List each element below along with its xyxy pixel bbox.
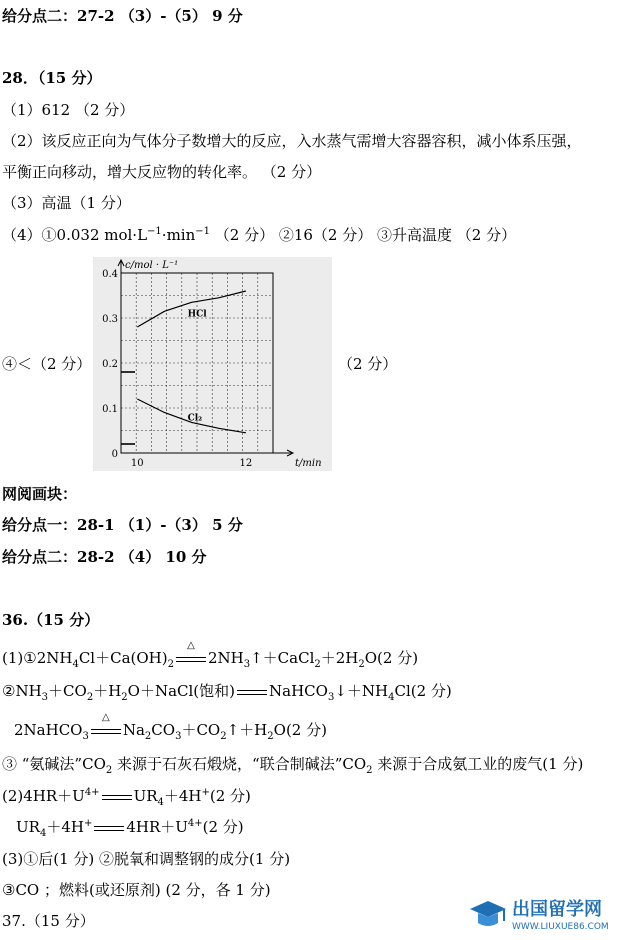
sup: −1 bbox=[147, 226, 162, 237]
heating-condition bbox=[89, 712, 123, 740]
eq-text: (2 分) bbox=[202, 818, 244, 836]
sub: 3 bbox=[82, 731, 89, 742]
eq-text: 来源于石灰石煅烧，“联合制碱法”CO bbox=[112, 755, 367, 773]
hat-icon bbox=[470, 901, 506, 926]
eq-text: ＋2H bbox=[320, 649, 359, 667]
eq-text: CO bbox=[151, 721, 176, 739]
y-axis-label: c/mol · L⁻¹ bbox=[125, 260, 179, 271]
y-tick-label: 0.1 bbox=[102, 404, 118, 415]
sup: −1 bbox=[195, 226, 210, 237]
equation-36-2a bbox=[2, 786, 251, 806]
site-watermark-logo bbox=[466, 893, 624, 936]
eq-text: O(2 分) bbox=[273, 721, 327, 739]
eq-text: ③ “氨碱法”CO bbox=[2, 755, 106, 773]
sup: + bbox=[201, 787, 210, 798]
x-tick-label: 10 bbox=[130, 458, 144, 469]
double-arrow bbox=[94, 826, 124, 831]
equation-36-2 bbox=[2, 681, 452, 701]
double-arrow bbox=[102, 795, 132, 800]
sub: 2 bbox=[86, 692, 94, 703]
watermark-title: 出国留学网 bbox=[512, 899, 602, 920]
answer-28-4-part4: ④＜（2 分） bbox=[2, 355, 92, 373]
answer-28-4-c: （2 分） ②16（2 分） ③升高温度 （2 分） bbox=[210, 226, 517, 244]
equation-36-1 bbox=[2, 640, 419, 670]
eq-text: Cl＋Ca(OH) bbox=[78, 649, 168, 667]
sub: 3 bbox=[41, 692, 49, 703]
scoring-point-28-1: 给分点一：28-1 （1）-（3） 5 分 bbox=[2, 516, 243, 534]
chart-grid bbox=[121, 273, 273, 453]
sub: 2 bbox=[267, 731, 274, 742]
answer-28-4-part4-score: （2 分） bbox=[338, 355, 398, 373]
watermark-svg bbox=[466, 893, 624, 936]
sub: 2 bbox=[105, 765, 113, 776]
eq-text: UR bbox=[16, 818, 40, 836]
equation-36-3 bbox=[14, 712, 327, 742]
eq-text: 2NH bbox=[207, 649, 244, 667]
answer-28-1: （1）612 （2 分） bbox=[2, 101, 135, 119]
marking-blocks-heading: 网阅画块： bbox=[2, 485, 78, 503]
eq-text: ＋CO bbox=[48, 682, 87, 700]
double-arrow bbox=[237, 690, 267, 695]
triangle-icon: △ bbox=[101, 712, 110, 723]
sub: 2 bbox=[167, 659, 174, 670]
eq-text: Cl(2 分) bbox=[394, 682, 452, 700]
concentration-chart bbox=[93, 257, 332, 471]
eq-text: ②NH bbox=[2, 682, 42, 700]
sup: 4+ bbox=[84, 787, 100, 798]
question-28-title: 28．（15 分） bbox=[2, 69, 102, 87]
x-axis-label: t/min bbox=[295, 458, 322, 469]
equation-36-2b bbox=[16, 817, 244, 837]
eq-text: ＋4H bbox=[163, 787, 202, 805]
series-label: Cl₂ bbox=[187, 413, 203, 424]
eq-text: NaHCO bbox=[269, 682, 328, 700]
eq-text: ＋H bbox=[93, 682, 122, 700]
sub: 4 bbox=[157, 797, 164, 808]
eq-text: 2NaHCO bbox=[14, 721, 83, 739]
eq-text: (2 分) bbox=[209, 787, 251, 805]
sub: 3 bbox=[243, 659, 251, 670]
eq-text: (2)4HR＋U bbox=[2, 787, 85, 805]
watermark-url: WWW.LIUXUE86.COM bbox=[512, 922, 609, 932]
eq-text: 4HR＋U bbox=[126, 818, 188, 836]
eq-text: O(2 分) bbox=[364, 649, 419, 667]
scoring-point-27-2: 给分点二：27-2 （3）-（5） 9 分 bbox=[2, 7, 243, 25]
answer-28-2-line2: 平衡正向移动，增大反应物的转化率。 （2 分） bbox=[2, 163, 322, 181]
eq-text: 来源于合成氨工业的废气(1 分) bbox=[372, 755, 584, 773]
question-37-title: 37.（15 分） bbox=[2, 912, 95, 930]
double-arrow bbox=[91, 729, 121, 734]
eq-text: ＋4H bbox=[46, 818, 84, 836]
y-tick-label: 0.3 bbox=[102, 314, 118, 325]
y-tick-label: 0.2 bbox=[102, 359, 118, 370]
eq-text: ＋CO bbox=[181, 721, 221, 739]
double-arrow bbox=[176, 657, 206, 662]
eq-text: (1)①2NH bbox=[2, 649, 73, 667]
eq-text: ↑＋CaCl bbox=[250, 649, 315, 667]
sup: + bbox=[83, 818, 93, 829]
sub: 2 bbox=[121, 692, 128, 703]
answer-36-1-3 bbox=[2, 754, 583, 774]
heating-condition bbox=[174, 640, 208, 668]
chart-ticks bbox=[102, 269, 252, 469]
sub: 4 bbox=[388, 692, 395, 703]
series-label: HCl bbox=[187, 309, 207, 320]
eq-text: UR bbox=[133, 787, 158, 805]
chart-axes bbox=[118, 260, 293, 456]
answer-28-4 bbox=[2, 225, 516, 245]
sup: 4+ bbox=[187, 818, 203, 829]
answer-28-4-a: （4）①0.032 mol·L bbox=[2, 226, 148, 244]
sub: 2 bbox=[144, 731, 152, 742]
sub: 4 bbox=[39, 828, 47, 839]
sub: 2 bbox=[220, 731, 227, 742]
sub: 2 bbox=[366, 765, 373, 776]
answer-28-2-line1: （2）该反应正向为气体分子数增大的反应，入水蒸气需增大容器容积，减小体系压强， bbox=[2, 132, 582, 150]
answer-28-3: （3）高温（1 分） bbox=[2, 194, 131, 212]
x-tick-label: 12 bbox=[239, 458, 253, 469]
triangle-icon: △ bbox=[187, 640, 195, 651]
scoring-point-28-2: 给分点二：28-2 （4） 10 分 bbox=[2, 548, 207, 566]
eq-text: ↓＋NH bbox=[334, 682, 389, 700]
eq-text: O＋NaCl(饱和) bbox=[127, 682, 236, 700]
sub: 2 bbox=[358, 659, 365, 670]
sub: 3 bbox=[175, 731, 182, 742]
sub: 3 bbox=[327, 692, 335, 703]
sub: 2 bbox=[314, 659, 321, 670]
answer-36-3: (3)①后(1 分) ②脱氧和调整钢的成分(1 分) bbox=[2, 850, 291, 868]
answer-36-3b: ③CO ；燃料(或还原剂) (2 分，各 1 分) bbox=[2, 881, 271, 899]
question-36-title: 36.（15 分） bbox=[2, 611, 100, 629]
y-tick-label: 0.4 bbox=[102, 269, 118, 280]
answer-28-4-b: ·min bbox=[161, 226, 196, 244]
y-tick-label: 0 bbox=[111, 449, 118, 460]
chart-svg bbox=[93, 257, 332, 471]
eq-text: ↑＋H bbox=[226, 721, 268, 739]
sub: 4 bbox=[72, 659, 79, 670]
eq-text: Na bbox=[122, 721, 145, 739]
